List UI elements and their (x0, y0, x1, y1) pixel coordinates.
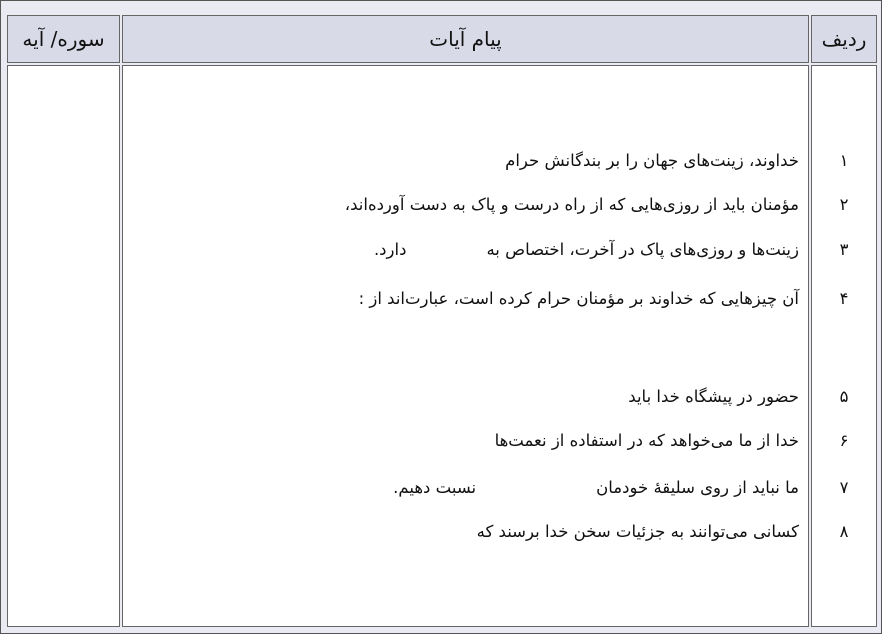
row-text: خدا از ما می‌خواهد که در استفاده از نعمت‌ها (494, 431, 799, 450)
row-number: ۸ (839, 522, 849, 541)
row-text-end: دارد. (373, 240, 407, 259)
row-text: آن چیزهایی که خداوند بر مؤمنان حرام کرده است، عبارت‌اند از : (358, 289, 799, 308)
row-number: ۷ (839, 478, 849, 497)
row-text-start: ما نباید از روی سلیقهٔ خودمان (596, 478, 799, 497)
row-number: ۱ (839, 151, 849, 170)
header-message: پیام آیات (122, 15, 809, 63)
row-text: مؤمنان باید از روزی‌هایی که از راه درست و پاک به دست آورده‌اند، (344, 195, 799, 214)
row-number: ۲ (839, 195, 849, 214)
row-number: ۵ (839, 387, 849, 406)
row-text-end: نسبت دهیم. (393, 478, 477, 497)
row-number: ۴ (839, 289, 849, 308)
row-text (393, 473, 799, 503)
row-text (374, 235, 799, 265)
row-text: خداوند، زینت‌های جهان را بر بندگانش حرام (505, 151, 799, 170)
header-row-number: ردیف (811, 15, 877, 63)
header-surah-verse: سوره/ آیه (7, 15, 120, 63)
row-text: حضور در پیشگاه خدا باید (628, 387, 799, 406)
row-text: کسانی می‌توانند به جزئیات سخن خدا برسند که (476, 522, 799, 541)
row-text-start: زینت‌ها و روزی‌های پاک در آخرت، اختصاص به (486, 240, 799, 259)
row-number: ۶ (839, 431, 849, 450)
row-number: ۳ (839, 240, 849, 259)
surah-verse-column[interactable] (7, 65, 120, 627)
